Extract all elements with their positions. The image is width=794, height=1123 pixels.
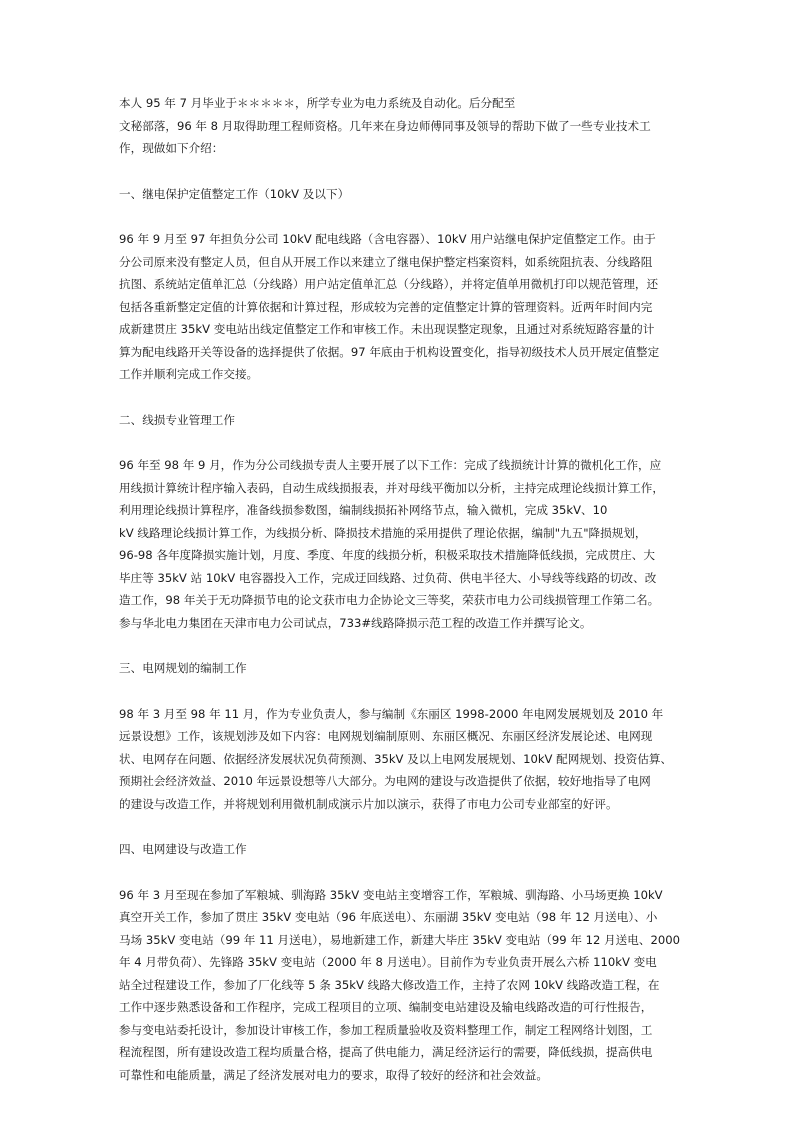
text-line: 包括各重新整定定值的计算依据和计算过程，形成较为完善的定值整定计算的管理资料。近两年时间内完 bbox=[119, 299, 653, 314]
section-body-line-loss bbox=[119, 454, 679, 634]
text-line: 96-98 各年度降损实施计划，月度、季度、年度的线损分析，积极采取技术措施降低线损，完成贯庄、大 bbox=[119, 548, 655, 562]
text-line: 成新建贯庄 35kV 变电站出线定值整定工作和审核工作。未出现误整定现象，且通过对系统短路容量的计 bbox=[119, 322, 655, 336]
section-body-grid-planning bbox=[119, 703, 679, 816]
text-line: 马场 35kV 变电站（99 年 11 月送电），易地新建工作，新建大毕庄 35kV 变电站（99 年 12 月送电、2000 bbox=[119, 932, 680, 947]
section-body-grid-construction bbox=[119, 884, 679, 1087]
text-line: 96 年 9 月至 97 年担负分公司 10kV 配电线路（含电容器）、10kV 用户站继电保护定值整定工作。由于 bbox=[119, 232, 656, 246]
text-line: 可靠性和电能质量，满足了经济发展对电力的要求，取得了较好的经济和社会效益。 bbox=[119, 1067, 548, 1082]
text-line: 抗图、系统站定值单汇总（分线路）用户站定值单汇总（分线路），并将定值单用微机打印以规范管理，还 bbox=[119, 277, 659, 291]
text-line: 96 年至 98 年 9 月，作为分公司线损专责人主要开展了以下工作：完成了线损统计计算的微机化工作，应 bbox=[119, 458, 662, 472]
text-line: 工作并顺利完成工作交接。 bbox=[119, 367, 259, 381]
section-heading-relay-protection: 一、继电保护定值整定工作（10kV 及以下） bbox=[119, 186, 350, 201]
text-line: 用线损计算统计程序输入表码，自动生成线损报表，并对母线平衡加以分析，主持完成理论线损计算工作， bbox=[119, 480, 664, 495]
section-heading-grid-construction: 四、电网建设与改造工作 bbox=[119, 842, 247, 856]
text-line: 分公司原来没有整定人员，但自从开展工作以来建立了继电保护整定档案资料，如系统阻抗表、分线路阻 bbox=[119, 254, 653, 269]
text-line: 远景设想》工作，该规划涉及如下内容：电网规划编制原则、东丽区概况、东丽区经济发展论述、电网现 bbox=[119, 729, 653, 743]
text-line: 状、电网存在问题、依据经济发展状况负荷预测、35kV 及以上电网发展规划、10kV 配网规划、投资估算、 bbox=[119, 751, 673, 766]
section-heading-grid-planning: 三、电网规划的编制工作 bbox=[119, 661, 247, 675]
text-line: 利用理论线损计算程序，准备线损参数图，编制线损拓补网络节点，输入微机，完成 35kV、10 bbox=[119, 503, 608, 517]
text-line: 站全过程建设工作，参加了厂化线等 5 条 35kV 线路大修改造工作，主持了农网 10kV 线路改造工程，在 bbox=[119, 977, 660, 992]
text-line: 文秘部落，96 年 8 月取得助理工程师资格。几年来在身边师傅同事及领导的帮助下做了一些专业技术工 bbox=[119, 118, 651, 133]
text-line: 程流程图，所有建设改造工程均质量合格，提高了供电能力，满足经济运行的需要，降低线损，提高供电 bbox=[119, 1045, 653, 1059]
text-line: 的建设与改造工作，并将规划利用微机制成演示片加以演示，获得了市电力公司专业部室的好评。 bbox=[119, 796, 618, 811]
text-line: 年 4 月带负荷）、先锋路 35kV 变电站（2000 年 8 月送电）。目前作为专业负责开展么六桥 110kV 变电 bbox=[119, 955, 657, 969]
text-line: 参与华北电力集团在天津市电力公司试点，733#线路降损示范工程的改造工作并撰写论文。 bbox=[119, 615, 592, 630]
text-line: 96 年 3 月至现在参加了军粮城、驯海路 35kV 变电站主变增容工作，军粮城、驯海路、小马场更换 10kV bbox=[119, 887, 663, 902]
text-line: 参与变电站委托设计，参加设计审核工作，参加工程质量验收及资料整理工作，制定工程网络计划图，工 bbox=[119, 1022, 653, 1037]
text-line: kV 线路理论线损计算工作，为线损分析、降损技术措施的采用提供了理论依据，编制"九五"降损规划， bbox=[119, 525, 647, 540]
text-line: 98 年 3 月至 98 年 11 月，作为专业负责人，参与编制《东丽区 1998-2000 年电网发展规划及 2010 年 bbox=[119, 706, 664, 721]
section-heading-line-loss: 二、线损专业管理工作 bbox=[119, 412, 235, 427]
section-body-relay-protection bbox=[119, 228, 679, 386]
text-line: 造工作，98 年关于无功降损节电的论文获市电力企协论文三等奖，荣获市电力公司线损管理工作第二名。 bbox=[119, 593, 660, 607]
text-line: 本人 95 年 7 月毕业于＊＊＊＊＊，所学专业为电力系统及自动化。后分配至 bbox=[119, 96, 516, 110]
document-page bbox=[119, 92, 679, 1086]
intro-paragraph bbox=[119, 92, 679, 160]
text-line: 作，现做如下介绍： bbox=[119, 141, 224, 155]
text-line: 工作中逐步熟悉设备和工作程序，完成工程项目的立项、编制变电站建设及输电线路改造的可行性报告， bbox=[119, 1000, 653, 1014]
text-line: 真空开关工作，参加了贯庄 35kV 变电站（96 年底送电）、东丽湖 35kV 变电站（98 年 12 月送电）、小 bbox=[119, 910, 658, 924]
text-line: 预期社会经济效益、2010 年远景设想等八大部分。为电网的建设与改造提供了依据，较好地指导了电网 bbox=[119, 774, 651, 788]
text-line: 毕庄等 35kV 站 10kV 电容器投入工作，完成迂回线路、过负荷、供电半径大、小导线等线路的切改、改 bbox=[119, 570, 657, 585]
text-line: 算为配电线路开关等设备的选择提供了依据。97 年底由于机构设置变化，指导初级技术人员开展定值整定 bbox=[119, 344, 660, 359]
